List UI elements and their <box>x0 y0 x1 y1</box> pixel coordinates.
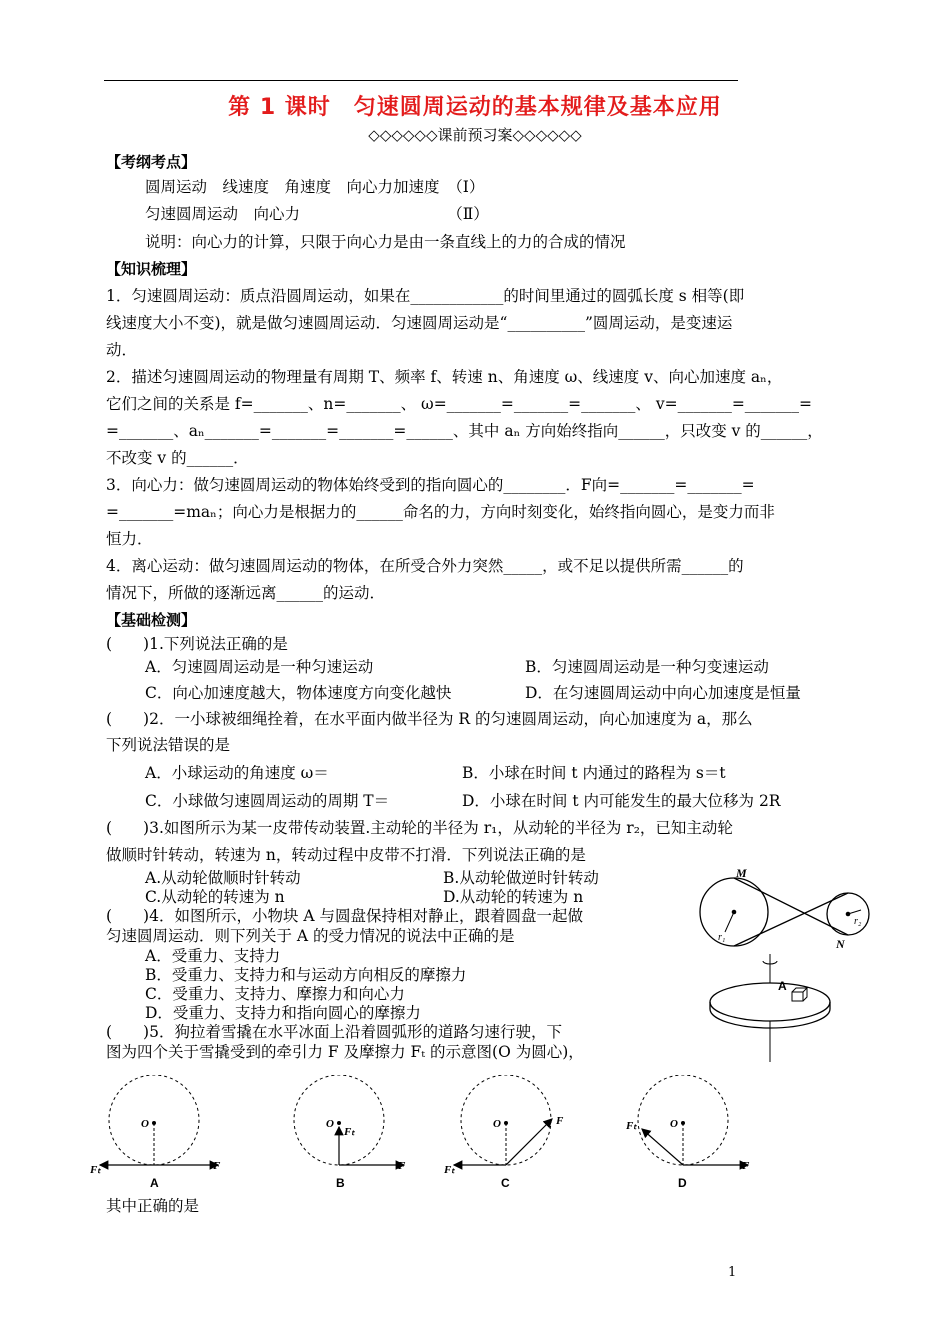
circular-path <box>638 1075 728 1165</box>
option-b: B．受重力、支持力和与运动方向相反的摩擦力 <box>145 966 467 984</box>
question-1: ( )1.下列说法正确的是 <box>106 635 288 653</box>
option-d: D.从动轮的转速为 n <box>443 888 584 906</box>
knowledge-line: 动． <box>106 341 138 359</box>
knowledge-line: =_______、aₙ_______=_______=_______=______、其中 aₙ 方向始终指向______，只改变 v 的______， <box>106 422 823 440</box>
question-2-cont: 下列说法错误的是 <box>106 736 231 754</box>
option-b: B．小球在时间 t 内通过的路程为 s＝t <box>462 764 726 782</box>
knowledge-line: 1．匀速圆周运动：质点沿圆周运动，如果在____________的时间里通过的圆弧长度 s 相等(即 <box>106 287 745 305</box>
label-r2: r₂ <box>854 916 862 927</box>
question-5: ( )5．狗拉着雪撬在水平冰面上沿着圆弧形的道路匀速行驶，下 <box>106 1023 562 1041</box>
block-a <box>792 992 803 1001</box>
label-o: O <box>326 1118 334 1130</box>
label-ff: Fₜ <box>444 1164 455 1176</box>
option-a: A．受重力、支持力 <box>145 947 281 965</box>
knowledge-line: =_______=maₙ；向心力是根据力的______命名的力，方向时刻变化，始终指向圆心，是变力而非 <box>106 503 775 521</box>
knowledge-line: 2．描述匀速圆周运动的物理量有周期 T、频率 f、转速 n、角速度 ω、线速度 v、向心加速度 aₙ， <box>106 368 783 386</box>
knowledge-line: 线速度大小不变)，就是做匀速圆周运动．匀速圆周运动是“__________”圆周运动，是变速运 <box>106 314 733 332</box>
question-3-cont: 做顺时针转动，转速为 n，转动过程中皮带不打滑．下列说法正确的是 <box>106 846 586 864</box>
knowledge-line: 3．向心力：做匀速圆周运动的物体始终受到的指向圆心的________．F向=_______=_______= <box>106 476 755 494</box>
diagram-label: A <box>150 1176 159 1190</box>
option-a: A.从动轮做顺时针转动 <box>145 869 301 887</box>
label-f: F <box>398 1160 406 1172</box>
knowledge-line: 它们之间的关系是 f=_______、n=_______、 ω=_______=_______=_______、 v=_______=_______= <box>106 395 813 413</box>
sled-force-diagrams <box>88 1075 768 1193</box>
radius-line <box>848 910 861 914</box>
outline-line: 圆周运动 线速度 角速度 向心力加速度 （Ⅰ） <box>145 178 485 196</box>
label-o: O <box>141 1118 149 1130</box>
circular-path <box>461 1075 551 1165</box>
label-ff: Fₜ <box>626 1120 637 1132</box>
diagram-label: C <box>501 1176 510 1190</box>
knowledge-line: 不改变 v 的______． <box>106 449 249 467</box>
circular-path <box>109 1075 199 1165</box>
option-d: D．受重力、支持力和指向圆心的摩擦力 <box>145 1004 421 1022</box>
option-d: D．在匀速圆周运动中向心加速度是恒量 <box>525 684 801 702</box>
option-d: D．小球在时间 t 内可能发生的最大位移为 2R <box>462 792 781 810</box>
option-c: C．受重力、支持力、摩擦力和向心力 <box>145 985 405 1003</box>
question-3: ( )3.如图所示为某一皮带传动装置.主动轮的半径为 r₁，从动轮的半径为 r₂，已知主动轮 <box>106 819 733 837</box>
belt-pulley-figure <box>696 862 886 954</box>
diagram-label: B <box>336 1176 345 1190</box>
label-f: F <box>213 1160 221 1172</box>
label-n: N <box>836 937 845 951</box>
label-ff: Fₜ <box>344 1126 355 1138</box>
diagram-label: D <box>678 1176 687 1190</box>
page-title: 第 1 课时 匀速圆周运动的基本规律及基本应用 <box>228 95 722 120</box>
label-f: F <box>556 1115 564 1127</box>
knowledge-heading: 【知识梳理】 <box>106 260 197 278</box>
question-5-end: 其中正确的是 <box>106 1197 200 1215</box>
diagram-c <box>443 1075 564 1190</box>
option-a: A．匀速圆周运动是一种匀速运动 <box>145 658 374 676</box>
question-4-cont: 匀速圆周运动．则下列关于 A 的受力情况的说法中正确的是 <box>106 927 515 945</box>
section-subtitle: ◇◇◇◇◇◇课前预习案◇◇◇◇◇◇ <box>368 126 582 144</box>
diagram-a <box>89 1075 221 1190</box>
label-o: O <box>493 1118 501 1130</box>
label-m: M <box>736 866 747 880</box>
radius-line <box>725 912 734 932</box>
outline-note: 说明：向心力的计算，只限于向心力是由一条直线上的力的合成的情况 <box>145 233 626 251</box>
label-o: O <box>670 1118 678 1130</box>
diagram-b <box>294 1075 406 1190</box>
belt-line <box>734 878 848 935</box>
option-c: C.从动轮的转速为 n <box>145 888 285 906</box>
option-b: B.从动轮做逆时针转动 <box>443 869 599 887</box>
label-a: A <box>778 979 787 993</box>
question-2: ( )2．一小球被细绳拴着，在水平面内做半径为 R 的匀速圆周运动，向心加速度为 a，那么 <box>106 710 753 728</box>
header-rule <box>104 80 738 81</box>
knowledge-line: 恒力． <box>106 530 153 548</box>
knowledge-line: 情况下，所做的逐渐远离______的运动． <box>106 584 386 602</box>
force-f-arrow <box>506 1119 552 1165</box>
label-ff: Fₜ <box>90 1164 101 1176</box>
question-5-cont: 图为四个关于雪撬受到的牵引力 F 及摩擦力 Fₜ 的示意图(O 为圆心)， <box>106 1043 584 1061</box>
diagram-d <box>625 1075 750 1190</box>
question-4: ( )4．如图所示，小物块 A 与圆盘保持相对静止，跟着圆盘一起做 <box>106 907 584 925</box>
knowledge-line: 4．离心运动：做匀速圆周运动的物体，在所受合外力突然_____，或不足以提供所需______的 <box>106 557 744 575</box>
center-dot <box>337 1121 341 1125</box>
rotating-disc-figure <box>704 952 854 1067</box>
page-number: 1 <box>728 1265 737 1280</box>
outline-heading: 【考纲考点】 <box>106 153 197 171</box>
label-r1: r₁ <box>718 932 726 943</box>
outline-line: 匀速圆周运动 向心力 （Ⅱ） <box>145 205 489 223</box>
belt-line <box>734 893 848 946</box>
option-a: A．小球运动的角速度 ω＝ <box>145 764 329 782</box>
label-f: F <box>742 1160 750 1172</box>
disc-top <box>710 983 830 1021</box>
option-c: C．向心加速度越大，物体速度方向变化越快 <box>145 684 452 702</box>
option-b: B．匀速圆周运动是一种匀变速运动 <box>525 658 769 676</box>
option-c: C．小球做匀速圆周运动的周期 T＝ <box>145 792 390 810</box>
basic-heading: 【基础检测】 <box>106 611 197 629</box>
